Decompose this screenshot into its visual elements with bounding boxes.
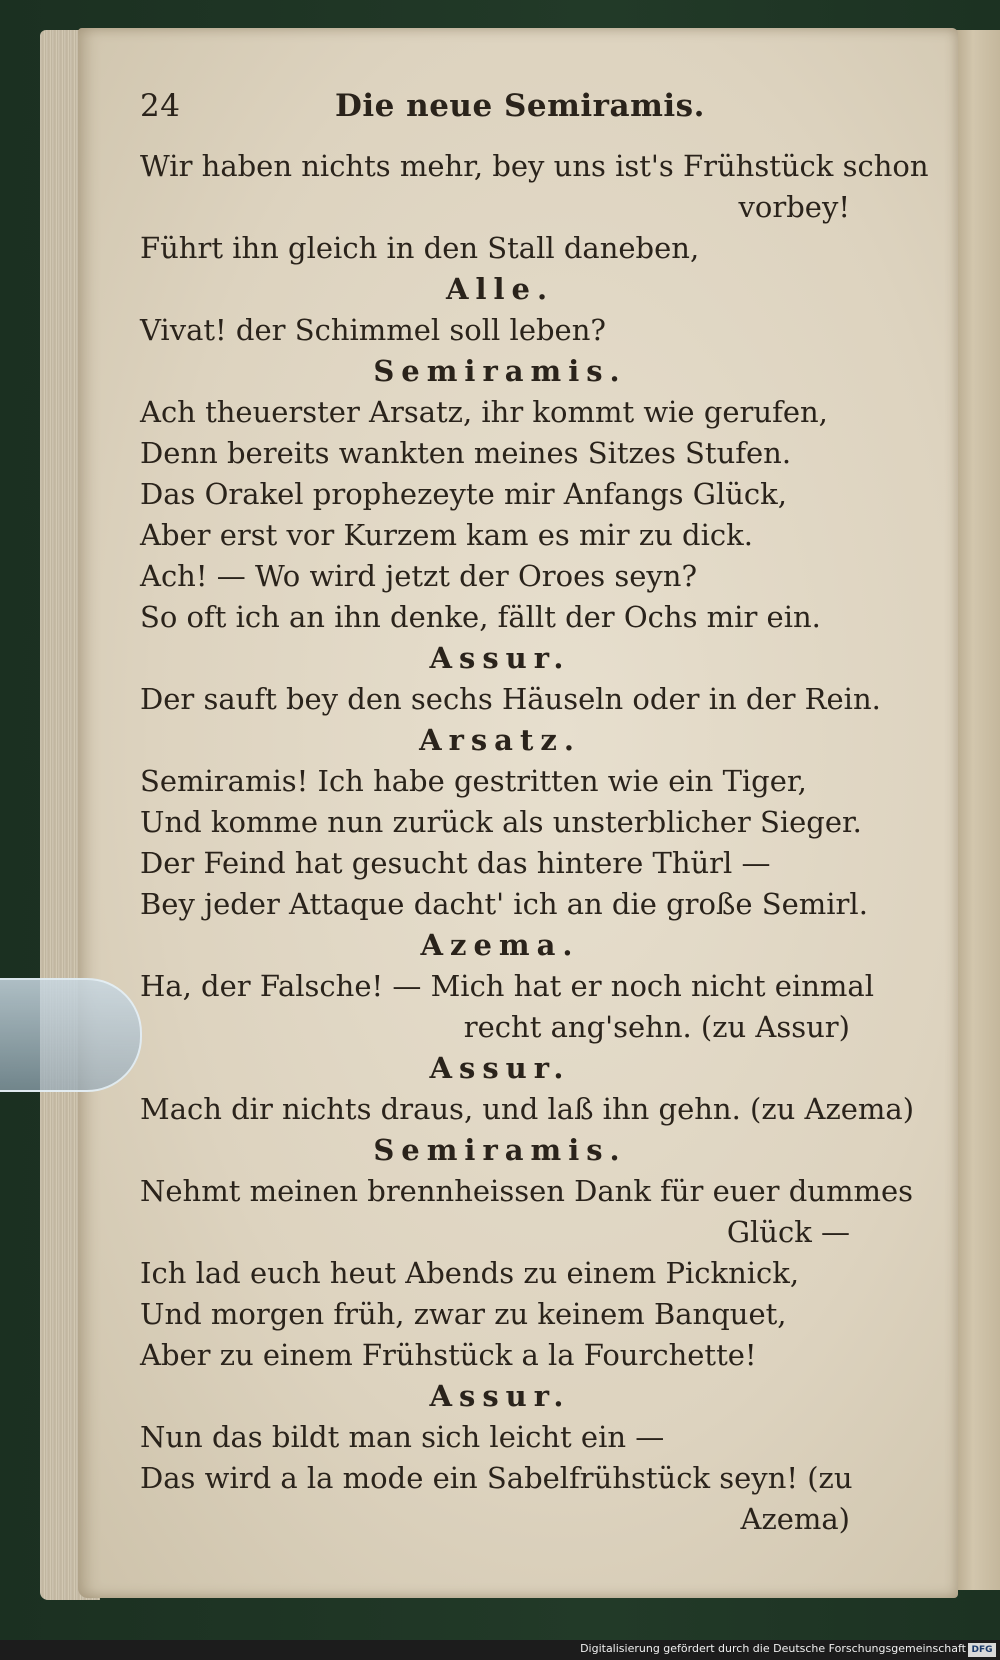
verse-line: Semiramis! Ich habe gestritten wie ein Tiger, <box>140 764 807 798</box>
verse-line: Ach theuerster Arsatz, ihr kommt wie gerufen, <box>140 395 828 429</box>
page-header <box>140 88 860 146</box>
verse-line: Ach! — Wo wird jetzt der Oroes seyn? <box>140 559 697 593</box>
verse-line: Bey jeder Attaque dacht' ich an die große Semirl. <box>140 887 868 921</box>
verse-continuation: Glück — <box>726 1215 850 1249</box>
running-title: Die neue Semiramis. <box>335 88 705 124</box>
verse-continuation: Azema) <box>740 1502 850 1536</box>
verse-line: Mach dir nichts draus, und laß ihn gehn. (zu Azema) <box>140 1092 915 1126</box>
speaker-name: Semiramis. <box>373 354 627 388</box>
speaker-name: Alle. <box>445 272 555 306</box>
verse-line: Nun das bildt man sich leicht ein — <box>140 1420 665 1454</box>
digitization-credit: Digitalisierung gefördert durch die Deutsche Forschungsgemeinschaft <box>580 1642 966 1655</box>
page-clip <box>0 978 142 1092</box>
verse-line: Aber zu einem Frühstück a la Fourchette! <box>140 1338 757 1372</box>
verse-line: Und komme nun zurück als unsterblicher Sieger. <box>140 805 862 839</box>
verse-line: Nehmt meinen brennheissen Dank für euer dummes <box>140 1174 914 1208</box>
verse-continuation: recht ang'sehn. (zu Assur) <box>463 1010 850 1044</box>
verse-line: Der sauft bey den sechs Häuseln oder in der Rein. <box>140 682 881 716</box>
page-number: 24 <box>140 88 181 124</box>
verse-line: Vivat! der Schimmel soll leben? <box>140 313 606 347</box>
verse-line: Ha, der Falsche! — Mich hat er noch nicht einmal <box>140 969 874 1003</box>
verse-line: Führt ihn gleich in den Stall daneben, <box>140 231 700 265</box>
verse-continuation: vorbey! <box>738 190 850 224</box>
speaker-name: Semiramis. <box>373 1133 627 1167</box>
verse-line: Wir haben nichts mehr, bey uns ist's Frühstück schon <box>140 149 929 183</box>
speaker-name: Assur. <box>429 1051 571 1085</box>
verse-line: Das wird a la mode ein Sabelfrühstück seyn! (zu <box>140 1461 853 1495</box>
dfg-logo: DFG <box>968 1643 996 1657</box>
facing-page-edge <box>955 30 1000 1590</box>
verse-line: Denn bereits wankten meines Sitzes Stufen. <box>140 436 792 470</box>
verse-line: Das Orakel prophezeyte mir Anfangs Glück, <box>140 477 787 511</box>
speaker-name: Assur. <box>429 641 571 675</box>
page-text <box>140 88 929 1540</box>
verse-lines <box>140 146 929 1540</box>
verse-line: So oft ich an ihn denke, fällt der Ochs mir ein. <box>140 600 821 634</box>
verse-line: Und morgen früh, zwar zu keinem Banquet, <box>140 1297 787 1331</box>
speaker-name: Azema. <box>420 928 580 962</box>
verse-line: Ich lad euch heut Abends zu einem Picknick, <box>140 1256 800 1290</box>
speaker-name: Assur. <box>429 1379 571 1413</box>
speaker-name: Arsatz. <box>419 723 581 757</box>
verse-line: Aber erst vor Kurzem kam es mir zu dick. <box>140 518 753 552</box>
verse-line: Der Feind hat gesucht das hintere Thürl — <box>140 846 771 880</box>
